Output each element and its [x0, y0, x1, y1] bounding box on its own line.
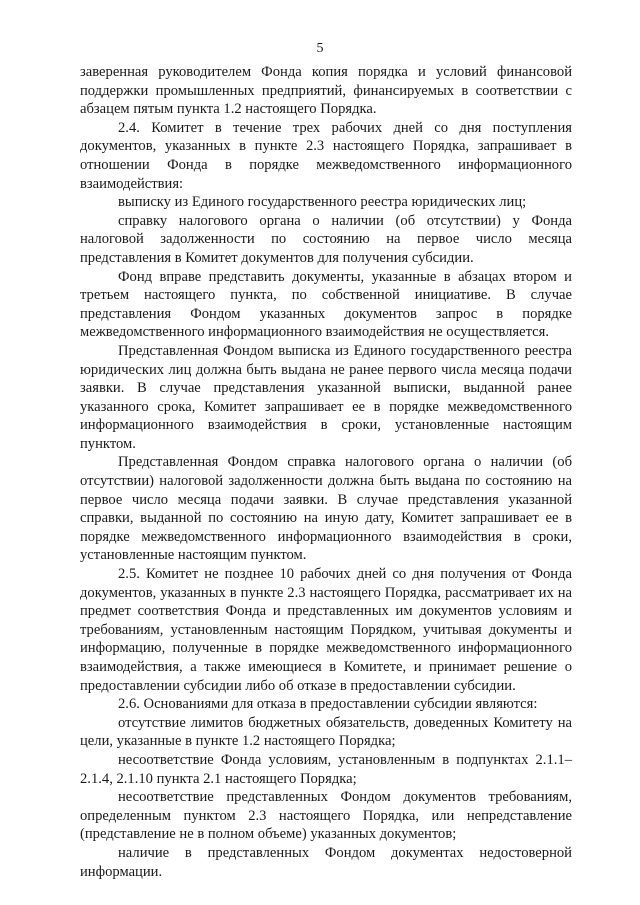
document-body [80, 63, 572, 881]
paragraph-2-5: 2.5. Комитет не позднее 10 рабочих дней со дня получения от Фонда документов, указанных в пункте 2.3 настоящего Порядка, рассматривает их на предмет соответствия Фонда и представленных им документов условиям и требованиям, установленным настоящим Порядком, учитывая документы и информацию, полученные в порядке межведомственного информационного взаимодействия, а также имеющиеся в Комитете, и принимает решение о предоставлении субсидии либо об отказе в предоставлении субсидии. [80, 566, 572, 694]
paragraph-refusal-conditions: несоответствие Фонда условиям, установленным в подпунктах 2.1.1–2.1.4, 2.1.10 пункта 2.1 настоящего Порядка; [80, 751, 572, 787]
paragraph-extract-validity: Представленная Фондом выписка из Единого государственного реестра юридических лиц должна быть выдана не ранее первого числа месяца подачи заявки. В случае представления указанной выписки, выданной ранее указанного срока, Комитет запрашивает ее в порядке межведомственного информационного взаимодействия в сроки, установленные настоящим пунктом. [80, 342, 572, 452]
paragraph-certificate-validity: Представленная Фондом справка налогового органа о наличии (об отсутствии) налоговой задолженности должна быть выдана по состоянию на первое число месяца подачи заявки. В случае представления указанной справки, выданной по состоянию на иную дату, Комитет запрашивает ее в порядке межведомственного информационного взаимодействия в сроки, установленные настоящим пунктом. [80, 454, 572, 564]
paragraph-continuation: заверенная руководителем Фонда копия порядка и условий финансовой поддержки промышленных предприятий, финансируемых в соответствии с абзацем пятым пункта 1.2 настоящего Порядка. [80, 64, 572, 118]
paragraph-own-initiative: Фонд вправе представить документы, указанные в абзацах втором и третьем настоящего пункта, по собственной инициативе. В случае представления Фондом указанных документов запрос в порядке межведомственного информационного взаимодействия не осуществляется. [80, 268, 572, 341]
paragraph-refusal-documents: несоответствие представленных Фондом документов требованиям, определенным пунктом 2.3 настоящего Порядка, или непредставление (представление не в полном объеме) указанных документов; [80, 789, 572, 843]
page-number: 5 [316, 41, 324, 56]
paragraph-egrul-extract: выписку из Единого государственного реестра юридических лиц; [118, 194, 527, 211]
paragraph-refusal-false-info: наличие в представленных Фондом документах недостоверной информации. [80, 844, 572, 880]
paragraph-tax-certificate: справку налогового органа о наличии (об отсутствии) у Фонда налоговой задолженности по состоянию на первое число месяца представления в Комитет документов для получения субсидии. [80, 212, 572, 266]
paragraph-2-6: 2.6. Основаниями для отказа в предоставлении субсидии являются: [118, 696, 538, 713]
paragraph-refusal-limits: отсутствие лимитов бюджетных обязательств, доведенных Комитету на цели, указанные в пункте 1.2 настоящего Порядка; [80, 714, 572, 750]
paragraph-2-4: 2.4. Комитет в течение трех рабочих дней со дня поступления документов, указанных в пункте 2.3 настоящего Порядка, запрашивает в отношении Фонда в порядке межведомственного информационного взаимодействия: [80, 119, 572, 192]
